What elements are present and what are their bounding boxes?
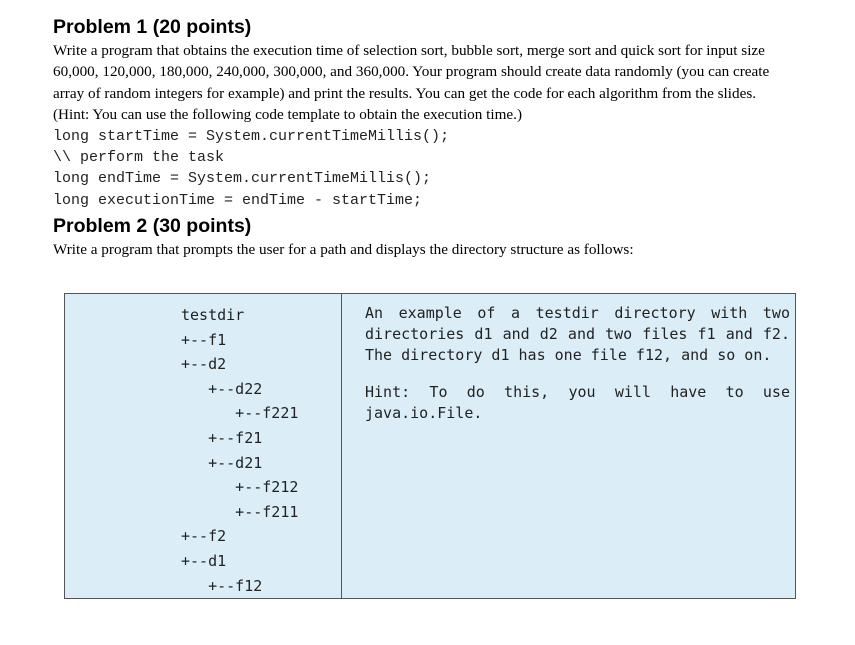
tree-node: +--f1 <box>181 330 227 349</box>
code-line: long executionTime = endTime - startTime; <box>53 191 423 209</box>
problem1-description: Write a program that obtains the execution time of selection sort, bubble sort, merge sort and quick sort for input size 60,000, 120,000, 180,000, 240,000, 300,000, and 360,000. Your program should create data randomly (you can create array of random integers for example) and print the results. You can get the code for each algorithm from the slides. <box>53 42 770 102</box>
code-line: \\ perform the task <box>53 149 225 167</box>
tree-node: +--f211 <box>181 502 299 521</box>
problem1-hint: (Hint: You can use the following code template to obtain the execution time.) <box>53 106 523 124</box>
directory-tree <box>181 303 298 598</box>
example-description <box>365 303 790 424</box>
tree-node: +--d22 <box>181 379 263 398</box>
document-page <box>53 14 798 261</box>
tree-node: testdir <box>181 306 245 324</box>
tree-node: +--d1 <box>181 551 227 570</box>
code-line: long endTime = System.currentTimeMillis(); <box>53 170 432 188</box>
tree-node: +--d2 <box>181 355 227 374</box>
tree-node: +--d21 <box>181 453 263 472</box>
tree-node: +--f2 <box>181 527 227 546</box>
tree-node: +--f12 <box>181 576 263 595</box>
box-divider <box>341 294 342 598</box>
code-template <box>53 126 798 212</box>
tree-node: +--f212 <box>181 478 299 497</box>
tree-node: +--f21 <box>181 428 263 447</box>
problem2-description: Write a program that prompts the user for a path and displays the directory structure as follows: <box>53 241 634 259</box>
directory-example-box <box>64 293 796 599</box>
problem1-title: Problem 1 (20 points) <box>53 16 252 38</box>
problem2-title: Problem 2 (30 points) <box>53 215 252 238</box>
example-hint: Hint: To do this, you will have to use java.io.File. <box>365 383 790 423</box>
code-line: long startTime = System.currentTimeMillis(); <box>53 127 450 145</box>
example-text: An example of a testdir directory with two directories d1 and d2 and two files f1 and f2. The directory d1 has one file f12, and so on. <box>365 304 790 364</box>
tree-node: +--f221 <box>181 404 299 423</box>
